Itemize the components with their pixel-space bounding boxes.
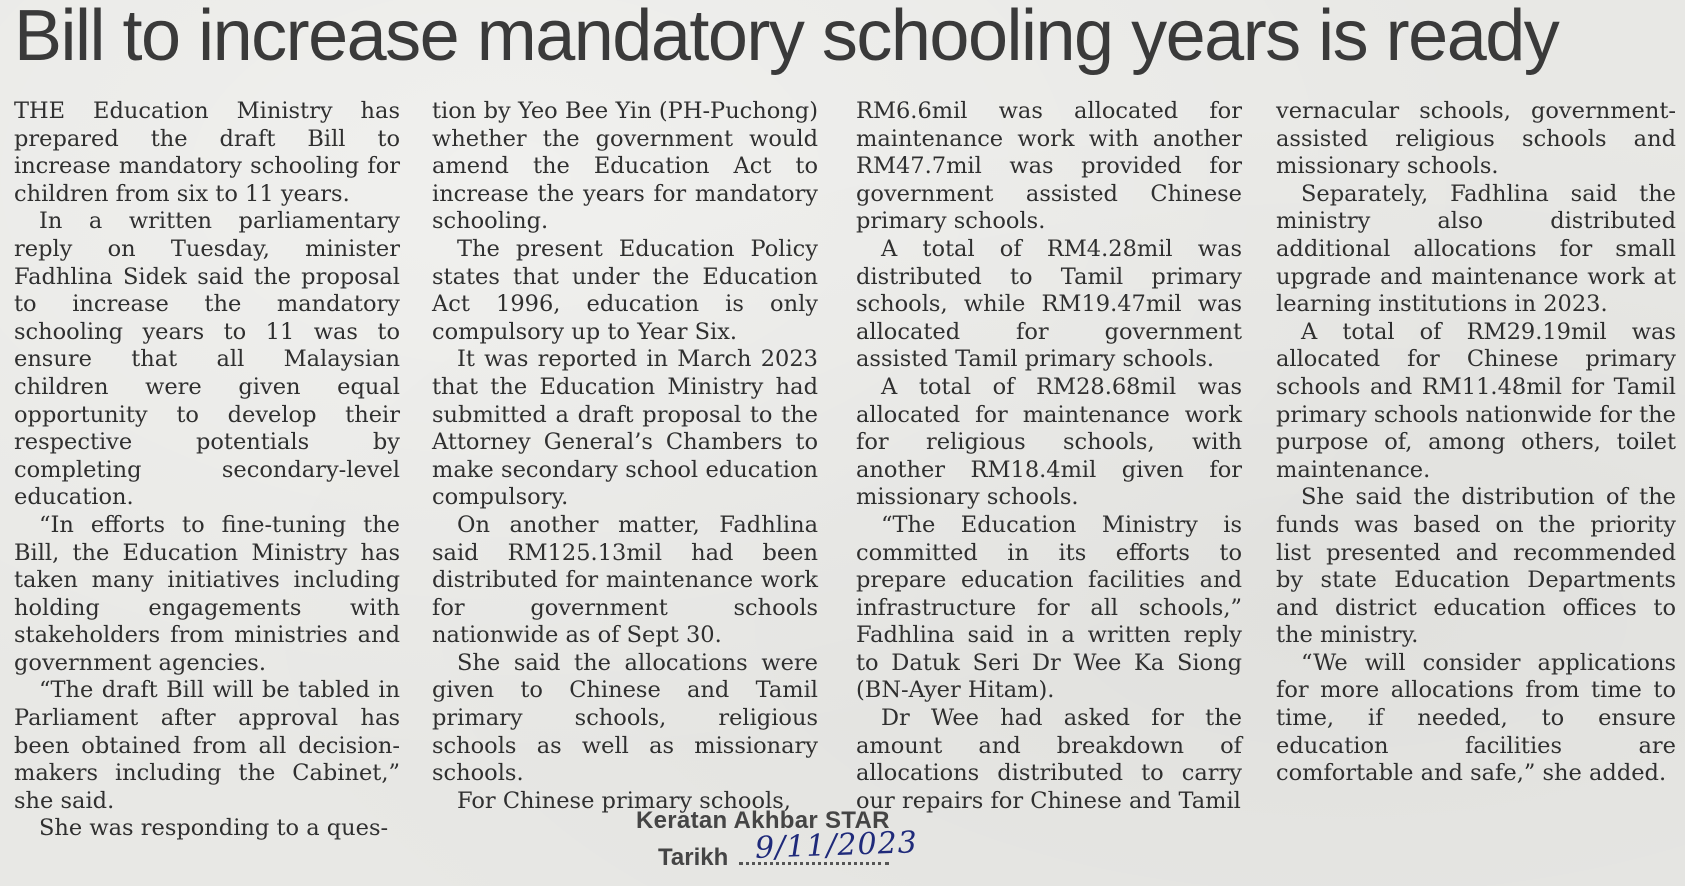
paragraph: For Chinese primary schools,: [457, 787, 791, 814]
paragraph: She said the allocations were given to Chinese and Tamil primary schools, religious schools as well as missionary schools.: [432, 649, 818, 787]
paragraph: “The draft Bill will be tabled in Parliament after approval has been obtained from all decision-makers including the Cabinet,” she said.: [14, 677, 400, 814]
article-column-4: [1276, 98, 1676, 798]
headline: Bill to increase mandatory schooling years is ready: [14, 0, 1559, 76]
paragraph: “We will consider applications for more allocations from time to time, if needed, to ensure education facilities are comfortable and safe,” she added.: [1276, 649, 1676, 787]
paragraph: THE Education Ministry has prepared the draft Bill to increase mandatory schooling for children from six to 11 years.: [14, 98, 400, 207]
paragraph: Separately, Fadhlina said the ministry also distributed additional allocations for small upgrade and maintenance work at learning institutions in 2023.: [1276, 180, 1676, 318]
paragraph: In a written parliamentary reply on Tuesday, minister Fadhlina Sidek said the proposal to increase the mandatory schooling years to 11 was to ensure that all Malaysian children were given equal opportunity to develop their respective potentials by completing secondary-level education.: [14, 208, 400, 511]
paragraph: “In efforts to fine-tuning the Bill, the Education Ministry has taken many initiatives including holding engagements with stakeholders from ministries and government agencies.: [14, 511, 400, 676]
paragraph: She was responding to a ques-: [39, 815, 389, 842]
paragraph: A total of RM4.28mil was distributed to Tamil primary schools, while RM19.47mil was allocated for government assisted Tamil primary schools.: [856, 235, 1242, 373]
paragraph: It was reported in March 2023 that the Education Ministry had submitted a draft proposal to the Attorney General’s Chambers to make secondary school education compulsory.: [432, 346, 818, 511]
clipping-date-row: [658, 825, 928, 876]
paragraph: She said the distribution of the funds was based on the priority list presented and recommended by state Education Departments and district education offices to the ministry.: [1276, 484, 1676, 649]
paragraph: “The Education Ministry is committed in its efforts to prepare education facilities and infrastructure for all schools,” Fadhlina said in a written reply to Datuk Seri Dr Wee Ka Siong (BN-Ayer Hitam).: [856, 511, 1242, 704]
handwritten-date: 9/11/2023: [754, 825, 919, 866]
article-column-3: [856, 98, 1242, 814]
paragraph: vernacular schools, government-assisted religious schools and missionary schools.: [1276, 98, 1676, 180]
paragraph: A total of RM28.68mil was allocated for maintenance work for religious schools, with another RM18.4mil given for missionary schools.: [856, 373, 1242, 511]
date-line: [739, 825, 919, 866]
clipping-stamp: [628, 806, 928, 876]
paragraph: A total of RM29.19mil was allocated for Chinese primary schools and RM11.48mil for Tamil primary schools nationwide for the purpose of, among others, toilet maintenance.: [1276, 318, 1676, 483]
article-column-1: [14, 98, 400, 842]
paragraph: tion by Yeo Bee Yin (PH-Puchong) whether the government would amend the Education Act to increase the years for mandatory schooling.: [432, 98, 818, 235]
paragraph: Dr Wee had asked for the amount and breakdown of allocations distributed to carry our repairs for Chinese and Tamil: [856, 705, 1242, 814]
clipping-source: Keratan Akhbar STAR: [636, 807, 890, 834]
paragraph: On another matter, Fadhlina said RM125.13mil had been distributed for maintenance work for government schools nationwide as of Sept 30.: [432, 511, 818, 649]
date-label: Tarikh: [658, 844, 729, 871]
article-column-2: [432, 98, 818, 814]
paragraph: The present Education Policy states that under the Education Act 1996, education is only compulsory up to Year Six.: [432, 235, 818, 345]
paragraph: RM6.6mil was allocated for maintenance work with another RM47.7mil was provided for government assisted Chinese primary schools.: [856, 98, 1242, 235]
